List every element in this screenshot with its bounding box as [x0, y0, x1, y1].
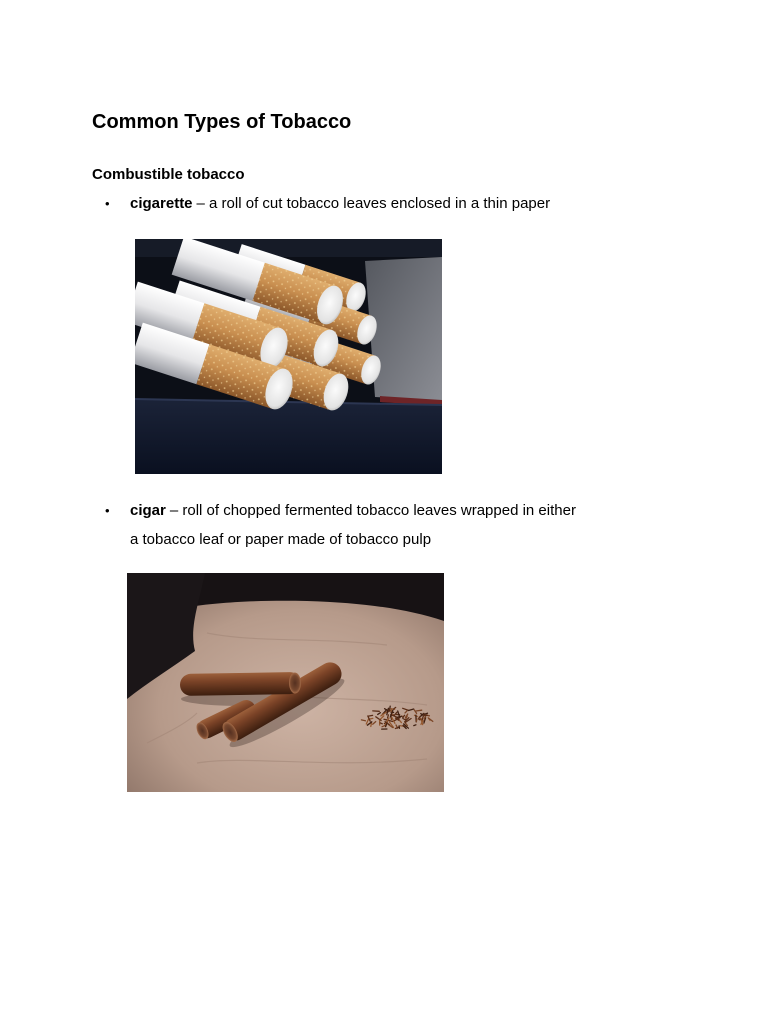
- cigars-photo: [127, 573, 444, 792]
- tobacco-shred: [424, 715, 427, 716]
- tobacco-shred: [414, 725, 416, 726]
- tobacco-shred: [416, 719, 417, 722]
- tobacco-shred: [380, 723, 382, 724]
- background-surface: [365, 257, 442, 401]
- definition-cigar-line-2: a tobacco leaf or paper made of tobacco pulp: [130, 531, 432, 548]
- definition-cigarette: – a roll of cut tobacco leaves enclosed in a thin paper: [196, 195, 551, 212]
- tobacco-shred: [368, 715, 372, 716]
- tobacco-shred: [416, 710, 422, 711]
- page-title: Common Types of Tobacco: [92, 111, 352, 133]
- section-heading: Combustible tobacco: [92, 166, 245, 183]
- tobacco-shred: [361, 720, 365, 721]
- tobacco-shred: [388, 715, 389, 718]
- definition-cigar-line-1: – roll of chopped fermented tobacco leaves wrapped in either: [169, 502, 576, 519]
- term-cigar: cigar: [130, 502, 166, 519]
- list-item-cigar: [130, 502, 576, 520]
- bullet-marker: •: [105, 196, 110, 211]
- tobacco-shred: [371, 723, 372, 727]
- list-item-cigarette: [130, 195, 550, 213]
- cigarettes-photo: [135, 239, 442, 474]
- cigar-horizontal: [180, 672, 301, 696]
- tobacco-shred: [382, 726, 384, 727]
- tobacco-shred: [399, 726, 400, 728]
- pack-front: [135, 399, 442, 474]
- bullet-marker: •: [105, 503, 110, 518]
- term-cigarette: cigarette: [130, 195, 193, 212]
- tobacco-shred: [389, 709, 390, 711]
